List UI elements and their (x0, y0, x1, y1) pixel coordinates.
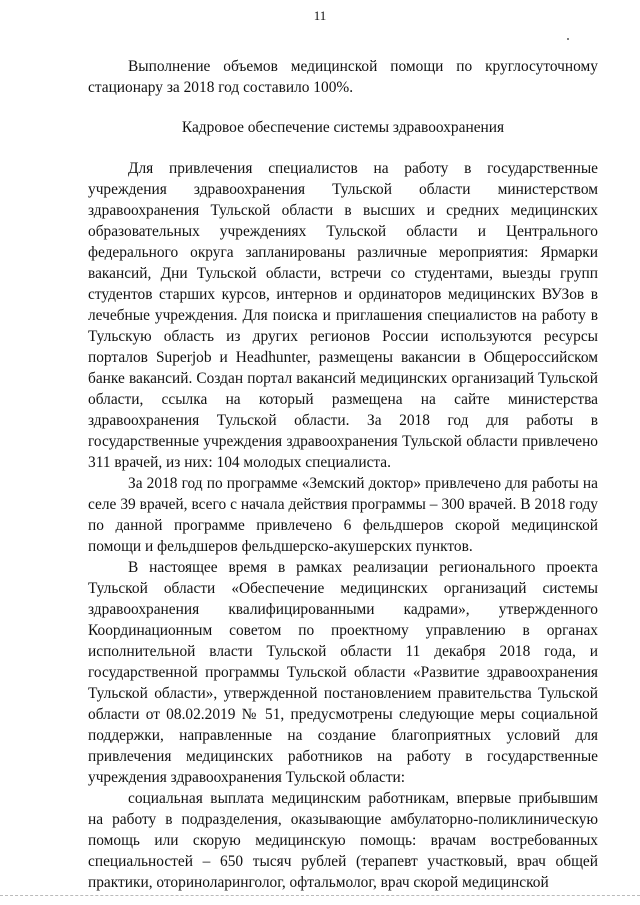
scan-edge-line (0, 895, 640, 897)
paragraph-inpatient-volume: Выполнение объемов медицинской помощи по круглосуточному стационару за 2018 год составило 100%. (88, 58, 598, 96)
paragraph-zemsky-doctor: За 2018 год по программе «Земский доктор» привлечено для работы на селе 39 врачей, всего с начала действия программы – 300 врачей. В 2018 году по данной программе привлечено 6 фельдшеров скорой медицинской помощи и фельдшеров фельдшерско-акушерских пунктов. (88, 475, 598, 555)
document-body (88, 56, 598, 893)
page-number: 11 (313, 8, 327, 23)
paragraph-regional-project: В настоящее время в рамках реализации регионального проекта Тульской области «Обеспечение медицинских организаций системы здравоохранения квалифицированными кадрами», утвержденного Координационным советом по проектному управлению в органах исполнительной власти Тульской области 11 декабря 2018 года, и государственной программы Тульской области «Развитие здравоохранения Тульской области», утвержденной постановлением правительства Тульской области от 08.02.2019 № 51, предусмотрены следующие меры социальной поддержки, направленные на создание благоприятных условий для привлечения медицинских работников на работу в государственные учреждения здравоохранения Тульской области: (88, 559, 598, 786)
paragraph-recruitment: Для привлечения специалистов на работу в государственные учреждения здравоохранения Тульской области министерством здравоохранения Тульской области в высших и средних медицинских образовательных учреждениях Тульской области и Центрального федерального округа запланированы различные мероприятия: Ярмарки вакансий, Дни Тульской области, встречи со студентами, выезды групп студентов старших курсов, интернов и ординаторов медицинских ВУЗов в лечебные учреждения. Для поиска и приглашения специалистов на работу в Тульскую область из других регионов России используются ресурсы порталов Superjob и Headhunter, размещены вакансии в Общероссийском банке вакансий. Создан портал вакансий медицинских организаций Тульской области, ссылка на который размещена на сайте министерства здравоохранения Тульской области. За 2018 год для работы в государственные учреждения здравоохранения Тульской области привлечено 311 врачей, из них: 104 молодых специалиста. (88, 160, 598, 471)
paragraph-social-payment: социальная выплата медицинским работникам, впервые прибывшим на работу в подразделения, оказывающие амбулаторно-поликлиническую помощь или скорую медицинскую помощь: врачам востребованных специальностей – 650 тысяч рублей (терапевт участковый, врач общей практики, оториноларинголог, офтальмолог, врач скорой медицинской (88, 790, 598, 891)
scan-speck (567, 38, 569, 40)
section-heading: Кадровое обеспечение системы здравоохранения (181, 119, 505, 136)
